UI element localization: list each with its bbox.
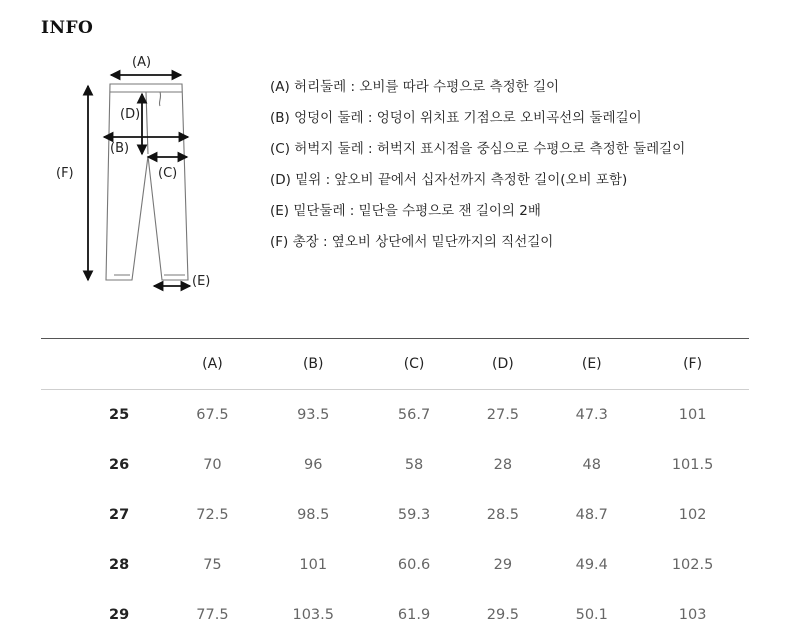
cell-c: 60.6	[397, 557, 431, 573]
header-f: (F)	[683, 356, 703, 372]
table-header-row	[41, 339, 749, 390]
cell-e: 47.3	[575, 407, 608, 423]
label-e: (E)	[192, 274, 211, 289]
cell-a: 72.5	[196, 507, 229, 523]
cell-e: 48.7	[575, 507, 608, 523]
label-c: (C)	[158, 166, 178, 181]
cell-f: 102.5	[671, 557, 714, 573]
cell-a: 77.5	[196, 607, 229, 623]
header-c: (C)	[403, 356, 425, 372]
definition-d: (D) 밑위 : 앞오비 끝에서 십자선까지 측정한 길이(오비 포함)	[270, 172, 628, 188]
cell-d: 28	[493, 457, 513, 473]
header-b: (B)	[302, 356, 324, 372]
cell-size: 26	[109, 457, 130, 473]
cell-b: 93.5	[297, 407, 330, 423]
cell-c: 56.7	[397, 407, 431, 423]
cell-b: 98.5	[297, 507, 330, 523]
cell-d: 29	[493, 557, 513, 573]
table-row	[41, 540, 749, 590]
page-title: INFO	[41, 18, 94, 38]
cell-size: 29	[109, 607, 130, 623]
size-table	[41, 338, 749, 640]
header-e: (E)	[581, 356, 602, 372]
header-a: (A)	[202, 356, 223, 372]
table-row	[41, 390, 749, 441]
cell-size: 25	[109, 407, 130, 423]
cell-a: 67.5	[196, 407, 229, 423]
cell-e: 50.1	[575, 607, 608, 623]
measurement-definitions	[270, 77, 685, 263]
cell-f: 103	[678, 607, 707, 623]
cell-size: 28	[109, 557, 130, 573]
cell-d: 27.5	[486, 407, 520, 423]
cell-d: 29.5	[486, 607, 520, 623]
definition-e: (E) 밑단둘레 : 밑단을 수평으로 잰 길이의 2배	[270, 203, 541, 219]
cell-e: 48	[582, 457, 601, 473]
cell-b: 96	[304, 457, 323, 473]
cell-b: 103.5	[292, 607, 334, 623]
cell-b: 101	[299, 557, 328, 573]
label-d: (D)	[120, 107, 141, 122]
pants-outline	[106, 84, 188, 280]
definition-a: (A) 허리둘레 : 오비를 따라 수평으로 측정한 길이	[270, 79, 560, 95]
cell-c: 59.3	[397, 507, 431, 523]
label-f: (F)	[56, 166, 74, 181]
table-row	[41, 440, 749, 490]
cell-a: 75	[203, 557, 222, 573]
definition-f: (F) 총장 : 옆오비 상단에서 밑단까지의 직선길이	[270, 234, 554, 250]
cell-f: 101	[678, 407, 707, 423]
table-row	[41, 490, 749, 540]
label-b: (B)	[110, 141, 130, 156]
cell-c: 61.9	[397, 607, 431, 623]
pants-measurement-diagram	[48, 44, 248, 304]
cell-e: 49.4	[575, 557, 608, 573]
definition-c: (C) 허벅지 둘레 : 허벅지 표시점을 중심으로 수평으로 측정한 둘레길이	[270, 141, 686, 157]
cell-d: 28.5	[486, 507, 520, 523]
definition-b: (B) 엉덩이 둘레 : 엉덩이 위치표 기점으로 오비곡선의 둘레길이	[270, 110, 642, 126]
header-size	[41, 339, 168, 390]
cell-f: 102	[678, 507, 707, 523]
header-d: (D)	[492, 356, 514, 372]
label-a: (A)	[132, 55, 152, 70]
cell-f: 101.5	[671, 457, 714, 473]
cell-c: 58	[404, 457, 424, 473]
cell-a: 70	[203, 457, 222, 473]
cell-size: 27	[109, 507, 130, 523]
